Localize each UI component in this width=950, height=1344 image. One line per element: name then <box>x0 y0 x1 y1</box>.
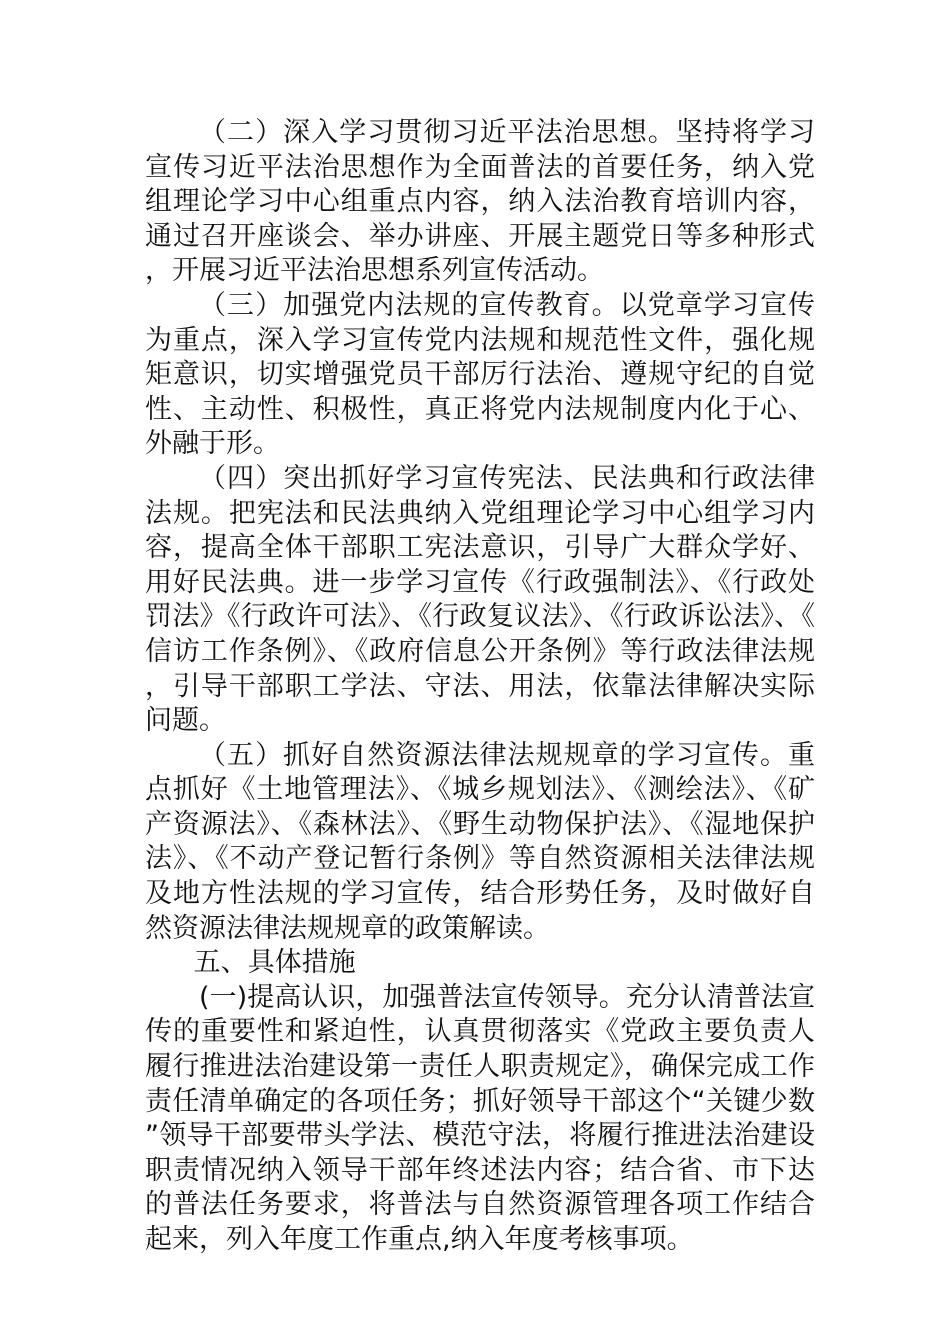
paragraph-constitution-civil-code: （四）突出抓好学习宣传宪法、民法典和行政法律法规。把宪法和民法典纳入党组理论学习中心组学习内容，提高全体干部职工宪法意识，引导广大群众学好、用好民法典。进一步学习宣传《行政强制法》、《行政处罚法》《行政许可法》、《行政复议法》、《行政诉讼法》、《信访工作条例》、《政府信息公开条例》等行政法律法规，引导干部职工学法、守法、用法，依靠法律解决实际问题。 <box>145 462 815 737</box>
paragraph-natural-resources-laws: （五）抓好自然资源法律法规规章的学习宣传。重点抓好《土地管理法》、《城乡规划法》、《测绘法》、《矿产资源法》、《森林法》、《野生动物保护法》、《湿地保护法》、《不动产登记暂行条例》等自然资源相关法律法规及地方性法规的学习宣传，结合形势任务，及时做好自然资源法律法规规章的政策解读。 <box>145 739 815 944</box>
paragraph-party-regulations: （三）加强党内法规的宣传教育。以党章学习宣传为重点，深入学习宣传党内法规和规范性文件，强化规矩意识，切实增强党员干部厉行法治、遵规守纪的自觉性、主动性、积极性，真正将党内法规制度内化于心、外融于形。 <box>145 289 815 460</box>
paragraph-raise-awareness: (一)提高认识，加强普法宣传领导。充分认清普法宣传的重要性和紧迫性，认真贯彻落实《党政主要负责人履行推进法治建设第一责任人职责规定》，确保完成工作责任清单确定的各项任务；抓好领导干部这个“关键少数”领导干部要带头学法、模范守法，将履行推进法治建设职责情况纳入领导干部年终述法内容；结合省、市下达的普法任务要求，将普法与自然资源管理各项工作结合起来，列入年度工作重点,纳入年度考核事项。 <box>145 981 815 1255</box>
section-heading-specific-measures: 五、具体措施 <box>193 947 356 979</box>
paragraph-study-rule-of-law-thought: （二）深入学习贯彻习近平法治思想。坚持将学习宣传习近平法治思想作为全面普法的首要任务，纳入党组理论学习中心组重点内容，纳入法治教育培训内容，通过召开座谈会、举办讲座、开展主题党日等多种形式，开展习近平法治思想系列宣传活动。 <box>145 117 815 287</box>
document-page <box>145 116 815 1258</box>
